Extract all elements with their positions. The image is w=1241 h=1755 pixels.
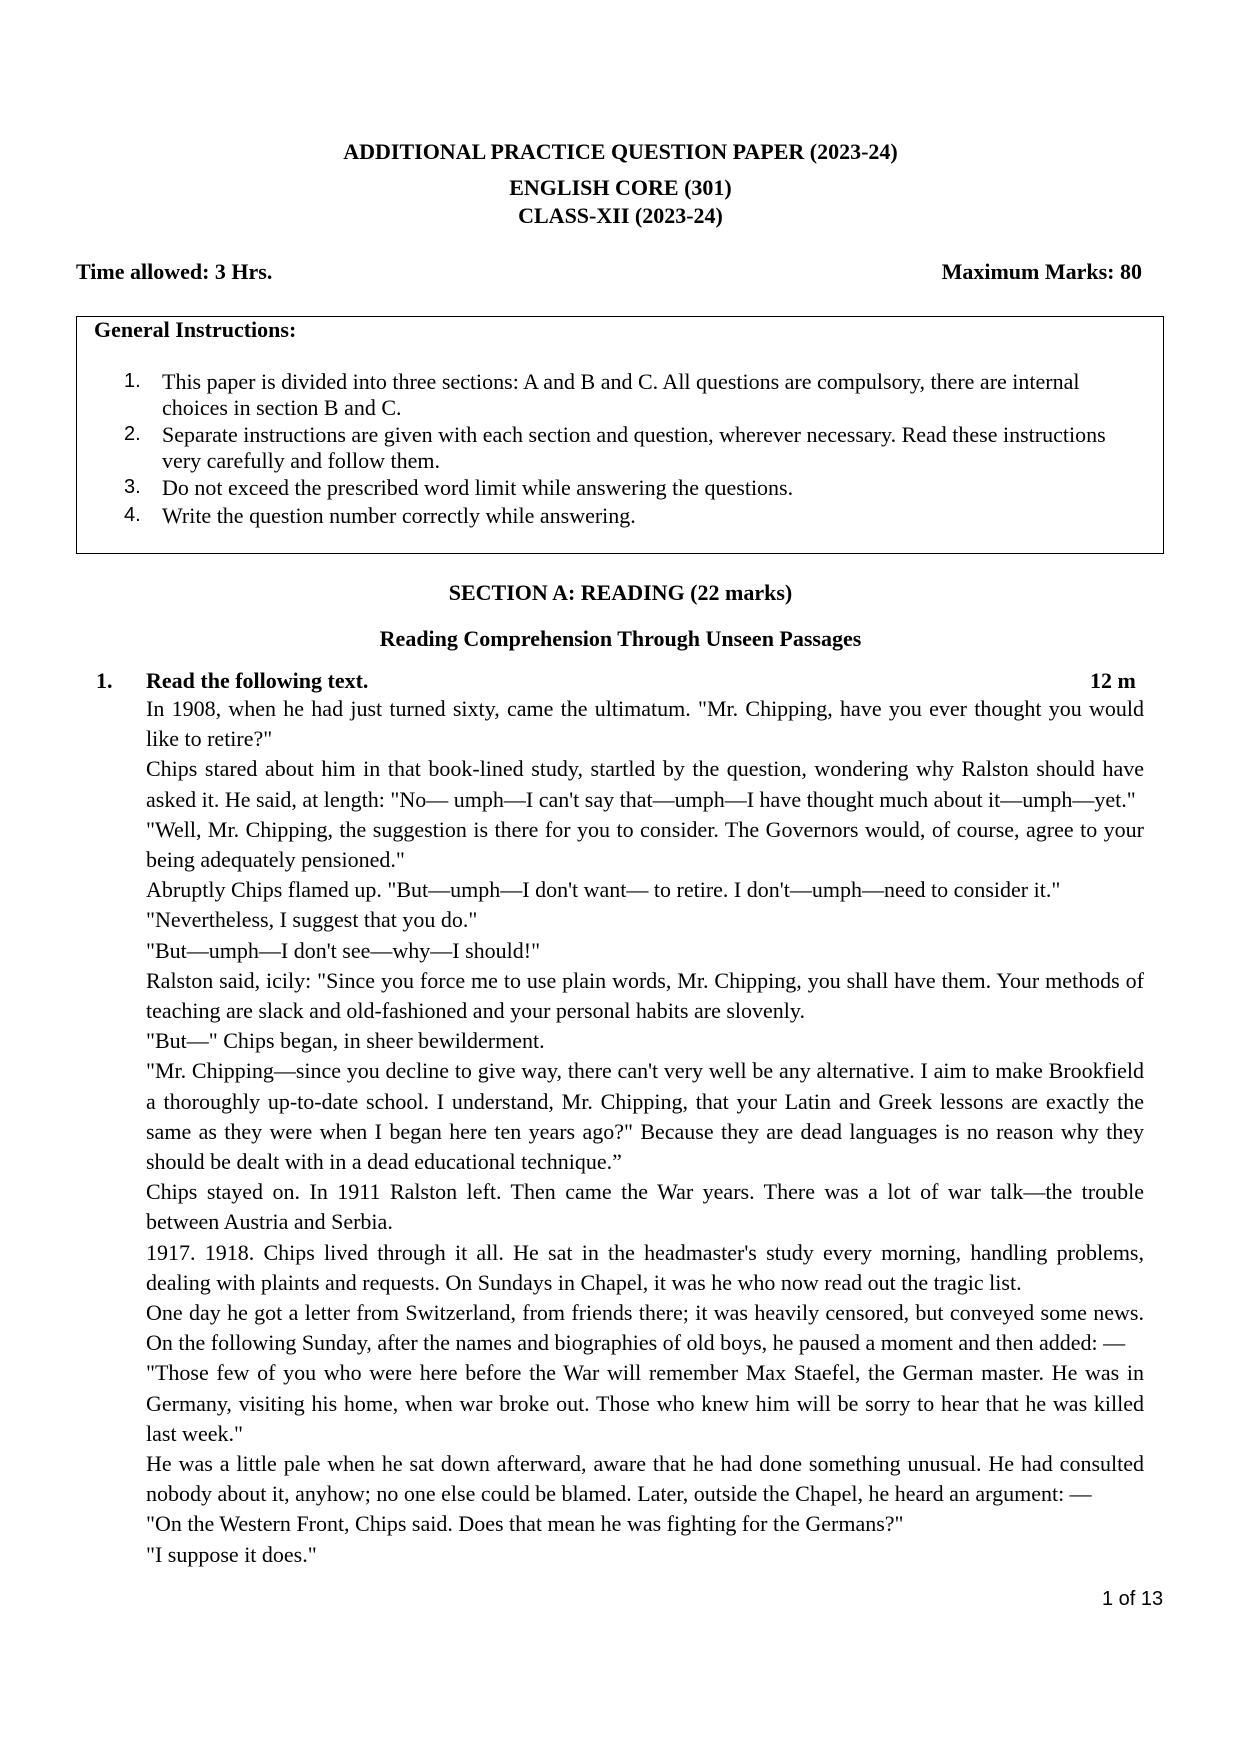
passage-paragraph: "Nevertheless, I suggest that you do." (146, 907, 478, 933)
subject-title: ENGLISH CORE (301) (509, 175, 732, 200)
passage-paragraph: "Those few of you who were here before the War will remember Max Staefel, the German master. He was in Germany, visiting his home, when war broke out. Those who knew him will be sorry to hear that he was killed last week." (146, 1360, 1144, 1446)
instruction-number: 2. (124, 423, 141, 445)
instruction-text: Separate instructions are given with each section and question, wherever necessary. Read these instructions very carefully and follow them. (162, 422, 1106, 473)
instruction-item (77, 475, 1127, 501)
exam-meta (76, 259, 1142, 285)
question-number: 1. (96, 668, 113, 693)
passage-paragraph: "I suppose it does." (146, 1541, 317, 1567)
instruction-number: 4. (124, 503, 141, 526)
instruction-text: Write the question number correctly while answering. (162, 502, 636, 528)
passage-paragraph: "But—umph—I don't see—why—I should!" (146, 937, 541, 963)
passage-paragraph: One day he got a letter from Switzerland, from friends there; it was heavily censored, but conveyed some news. On the following Sunday, after the names and biographies of old boys, he paused a moment and then added: — (146, 1300, 1144, 1356)
passage-paragraph: In 1908, when he had just turned sixty, came the ultimatum. "Mr. Chipping, have you ever thought you would like to retire?" (146, 696, 1144, 752)
passage-paragraph: Abruptly Chips flamed up. "But—umph—I don't want— to retire. I don't—umph—need to consider it." (146, 877, 1061, 903)
question-prompt: Read the following text. (146, 668, 369, 693)
passage-paragraph: 1917. 1918. Chips lived through it all. He sat in the headmaster's study every morning, handling problems, dealing with plaints and requests. On Sundays in Chapel, it was he who now read out the tragic list. (146, 1239, 1144, 1295)
passage-paragraph: "But—" Chips began, in sheer bewilderment. (146, 1028, 545, 1054)
instruction-item (77, 422, 1127, 473)
instructions-heading: General Instructions: (94, 317, 297, 342)
instruction-item (77, 503, 1127, 529)
section-subtitle: Reading Comprehension Through Unseen Passages (379, 626, 862, 651)
section-title: SECTION A: READING (22 marks) (448, 580, 793, 605)
instruction-text: This paper is divided into three sections: A and B and C. All questions are compulsory, there are internal choices in section B and C. (162, 369, 1080, 420)
instruction-item (77, 369, 1127, 420)
passage-paragraph: "Mr. Chipping—since you decline to give way, there can't very well be any alternative. I aim to make Brookfield a thoroughly up-to-date school. I understand, Mr. Chipping, that your Latin and Greek lessons are exactly the same as they were when I began here ten years ago?" Because they are dead languages is no reason why they should be dealt with in a dead educational technique.” (146, 1058, 1144, 1175)
class-title: CLASS-XII (2023-24) (518, 203, 723, 228)
passage-paragraph: Chips stayed on. In 1911 Ralston left. Then came the War years. There was a lot of war talk—the trouble between Austria and Serbia. (146, 1179, 1144, 1235)
question-marks: 12 m (1090, 668, 1136, 693)
passage-paragraph: "On the Western Front, Chips said. Does that mean he was fighting for the Germans?" (146, 1511, 904, 1537)
maximum-marks: Maximum Marks: 80 (941, 259, 1142, 284)
passage-paragraph: Chips stared about him in that book-lined study, startled by the question, wondering why Ralston should have asked it. He said, at length: "No— umph—I can't say that—umph—I have thought much about it—umph—yet." (146, 756, 1144, 812)
general-instructions-box (76, 316, 1164, 554)
instruction-number: 1. (124, 370, 141, 392)
passage-paragraph: "Well, Mr. Chipping, the suggestion is there for you to consider. The Governors would, of course, agree to your being adequately pensioned." (146, 816, 1144, 873)
page-number: 1 of 13 (1102, 1588, 1164, 1610)
reading-passage (146, 694, 1144, 1570)
instructions-list (77, 369, 1127, 530)
passage-paragraph: He was a little pale when he sat down afterward, aware that he had done something unusual. He had consulted nobody about it, anyhow; no one else could be blamed. Later, outside the Chapel, he heard an argument: — (146, 1451, 1144, 1507)
paper-title: ADDITIONAL PRACTICE QUESTION PAPER (2023-24) (343, 139, 898, 164)
passage-paragraph: Ralston said, icily: "Since you force me to use plain words, Mr. Chipping, you shall have them. Your methods of teaching are slack and old-fashioned and your personal habits are slovenly. (146, 967, 1144, 1024)
instruction-text: Do not exceed the prescribed word limit while answering the questions. (162, 475, 794, 500)
time-allowed: Time allowed: 3 Hrs. (76, 259, 273, 284)
instruction-number: 3. (124, 476, 141, 498)
